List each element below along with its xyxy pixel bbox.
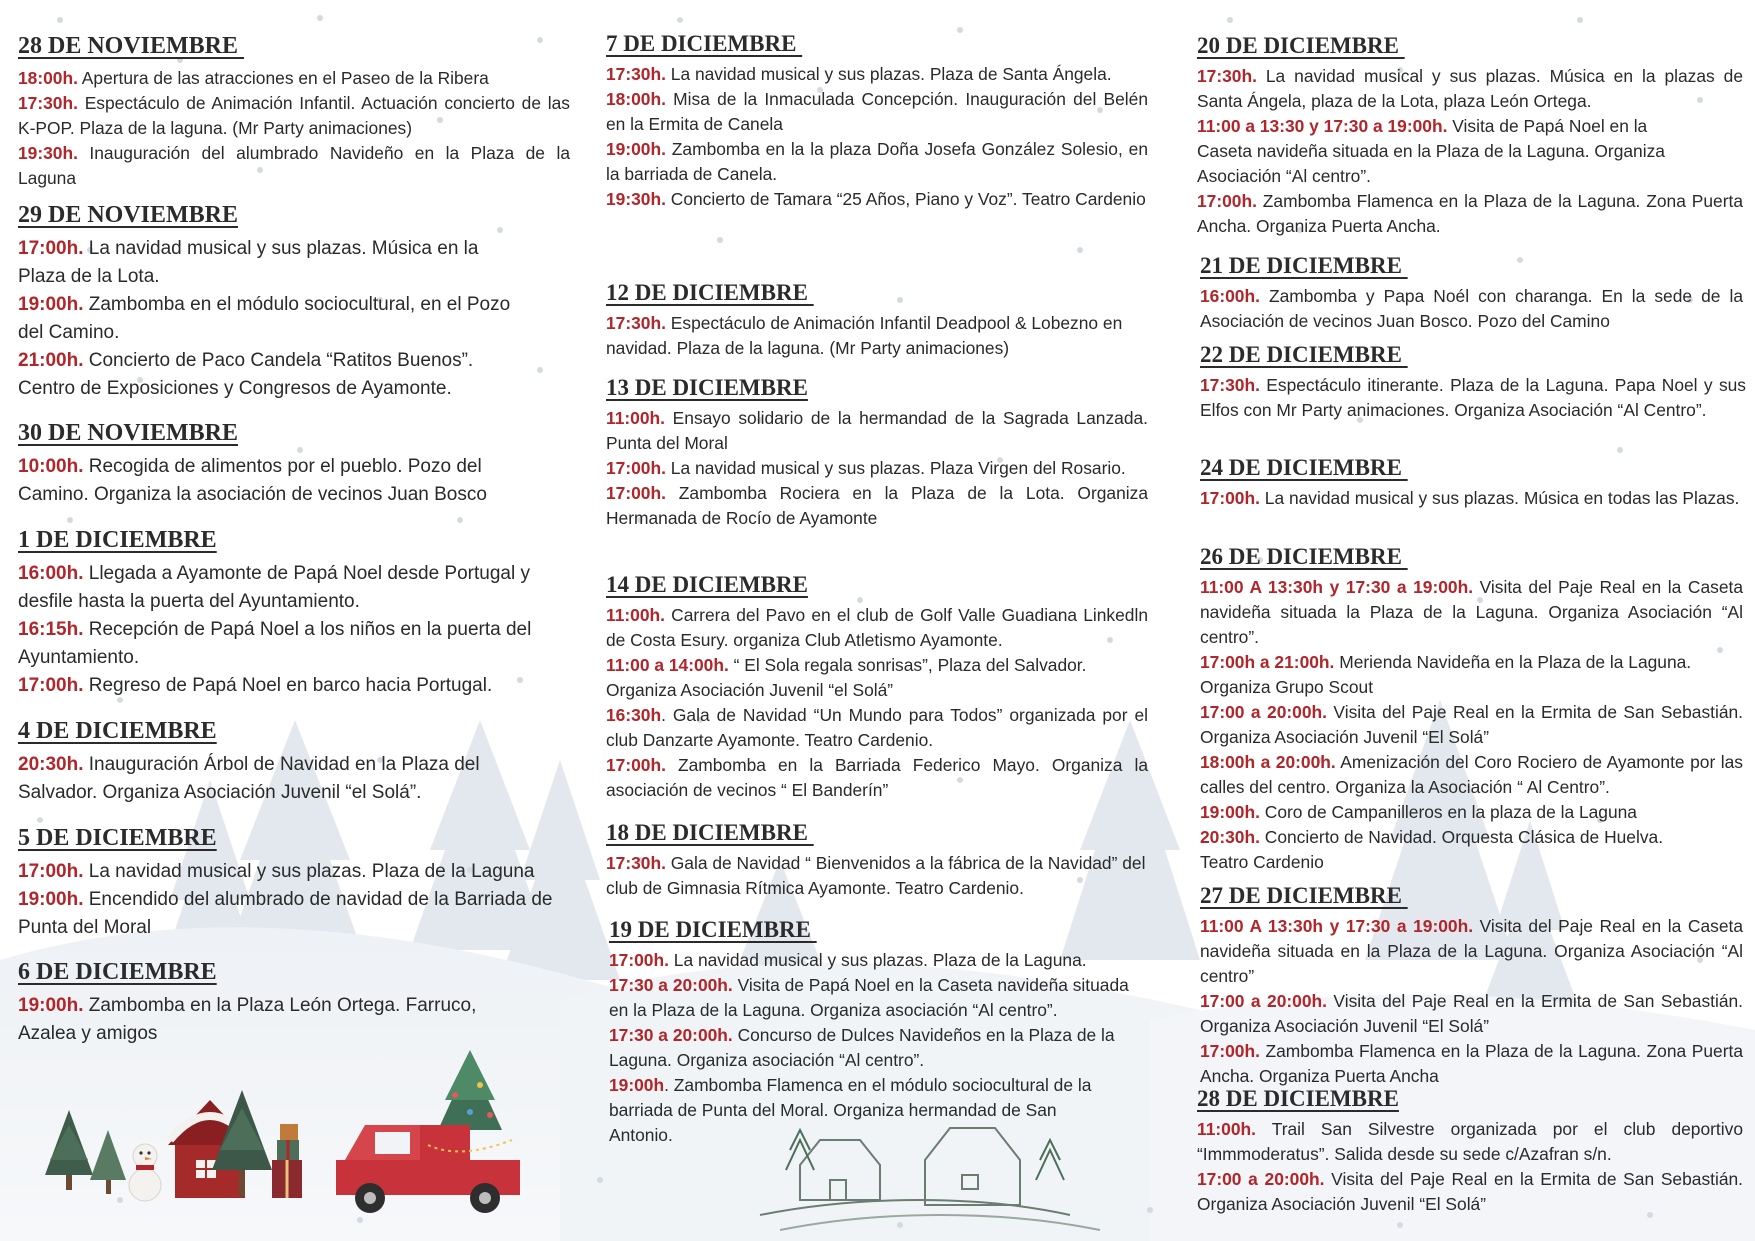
event-text: Gala de Navidad “ Bienvenidos a la fábrica de la Navidad” del club de Gimnasia Rítmica Ayamonte. Teatro Cardenio. bbox=[606, 853, 1146, 898]
event-time: 17:00h. bbox=[606, 458, 666, 478]
day-heading: 28 DE DICIEMBRE bbox=[1197, 1086, 1399, 1111]
event-item bbox=[18, 453, 518, 509]
event-item bbox=[18, 91, 570, 141]
event-text: Espectáculo itinerante. Plaza de la Laguna. Papa Noel y sus Elfos con Mr Party animaciones. Organiza Asociación “Al Centro”. bbox=[1200, 375, 1746, 420]
event-item bbox=[1200, 800, 1743, 825]
event-item bbox=[606, 62, 1148, 87]
event-time: 18:00h. bbox=[606, 89, 666, 109]
event-text: Concierto de Tamara “25 Años, Piano y Voz”. Teatro Cardenio bbox=[665, 189, 1146, 209]
event-item bbox=[1200, 825, 1700, 875]
day-section bbox=[18, 33, 570, 191]
event-time: 11:00 a 14:00h. bbox=[606, 655, 729, 675]
event-time: 19:00h. bbox=[606, 139, 666, 159]
event-item bbox=[606, 481, 1148, 531]
event-item bbox=[1200, 700, 1743, 750]
event-time: 11:00h. bbox=[1197, 1119, 1256, 1139]
day-heading: 22 DE DICIEMBRE bbox=[1200, 342, 1408, 367]
day-section bbox=[1200, 544, 1743, 875]
event-time: 20:30h. bbox=[18, 754, 84, 775]
day-section bbox=[606, 31, 1148, 212]
event-time: 19:00h. bbox=[18, 995, 84, 1016]
day-heading: 19 DE DICIEMBRE bbox=[609, 917, 817, 942]
event-text: Merienda Navideña en la Plaza de la Laguna. Organiza Grupo Scout bbox=[1200, 652, 1692, 697]
day-section bbox=[18, 959, 518, 1048]
event-text: Recepción de Papá Noel a los niños en la puerta del Ayuntamiento. bbox=[18, 619, 532, 668]
day-heading: 13 DE DICIEMBRE bbox=[606, 375, 808, 400]
event-text: La navidad musical y sus plazas. Plaza de la Laguna bbox=[83, 861, 535, 882]
day-heading: 27 DE DICIEMBRE bbox=[1200, 883, 1408, 908]
day-heading: 7 DE DICIEMBRE bbox=[606, 31, 803, 56]
event-item bbox=[1197, 1117, 1743, 1167]
event-time: 17:00h. bbox=[18, 238, 84, 259]
event-item bbox=[606, 406, 1148, 456]
event-text: La navidad musical y sus plazas. Plaza de Santa Ángela. bbox=[665, 64, 1112, 84]
event-text: Visita del Paje Real en la Caseta navideña situada la Plaza de la Laguna. Organiza Asociación “Al centro”. bbox=[1200, 577, 1743, 647]
event-text: Concierto de Navidad. Orquesta Clásica de Huelva. Teatro Cardenio bbox=[1200, 827, 1664, 872]
day-section bbox=[606, 280, 1148, 361]
event-time: 17:00 a 20:00h. bbox=[1200, 991, 1327, 1011]
event-text: La navidad musical y sus plazas. Música en la Plaza de la Lota. bbox=[18, 238, 479, 287]
event-text: La navidad musical y sus plazas. Música en todas las Plazas. bbox=[1259, 488, 1740, 508]
day-heading: 20 DE DICIEMBRE bbox=[1197, 33, 1405, 58]
event-time: 17:00h. bbox=[18, 861, 84, 882]
event-time: 19:00h bbox=[609, 1075, 665, 1095]
event-text: Concierto de Paco Candela “Ratitos Buenos”. Centro de Exposiciones y Congresos de Ayamonte. bbox=[18, 350, 474, 399]
day-heading: 18 DE DICIEMBRE bbox=[606, 820, 814, 845]
event-time: 11:00 A 13:30h y 17:30 a 19:00h. bbox=[1200, 577, 1474, 597]
event-text: La navidad musical y sus plazas. Plaza Virgen del Rosario. bbox=[665, 458, 1126, 478]
event-text: La navidad musical y sus plazas. Plaza de la Laguna. bbox=[668, 950, 1087, 970]
event-item bbox=[1197, 114, 1707, 189]
event-item bbox=[18, 66, 570, 91]
event-text: Zambomba en la la plaza Doña Josefa González Solesio, en la barriada de Canela. bbox=[606, 139, 1148, 184]
event-text: Misa de la Inmaculada Concepción. Inauguración del Belén en la Ermita de Canela bbox=[606, 89, 1148, 134]
event-text: Regreso de Papá Noel en barco hacia Portugal. bbox=[83, 675, 493, 696]
event-item bbox=[18, 560, 548, 616]
day-section bbox=[606, 375, 1148, 531]
event-time: 18:00h. bbox=[18, 68, 78, 88]
event-text: Espectáculo de Animación Infantil Deadpool & Lobezno en navidad. Plaza de la laguna. (Mr Party animaciones) bbox=[606, 313, 1123, 358]
event-item bbox=[1200, 373, 1746, 423]
event-time: 11:00h. bbox=[606, 408, 665, 428]
day-section bbox=[606, 572, 1148, 803]
event-text: Visita del Paje Real en la Ermita de San Sebastián. Organiza Asociación Juvenil “El Solá” bbox=[1200, 702, 1744, 747]
event-text: Visita de Papá Noel en la Caseta navideña situada en la Plaza de la Laguna. Organiza asociación “Al centro”. bbox=[609, 975, 1129, 1020]
event-time: 11:00h. bbox=[606, 605, 665, 625]
event-time: 11:00 a 13:30 y 17:30 a 19:00h. bbox=[1197, 116, 1448, 136]
event-text: Llegada a Ayamonte de Papá Noel desde Portugal y desfile hasta la puerta del Ayuntamiento. bbox=[18, 563, 530, 612]
event-item bbox=[18, 235, 518, 291]
event-item bbox=[1197, 64, 1743, 114]
event-item bbox=[1197, 189, 1743, 239]
event-item bbox=[609, 973, 1151, 1023]
event-text: Visita de Papá Noel en la Caseta navideña situada en la Plaza de la Laguna. Organiza Asociación “Al centro”. bbox=[1197, 116, 1665, 186]
day-heading: 24 DE DICIEMBRE bbox=[1200, 455, 1408, 480]
event-time: 17:00h. bbox=[609, 950, 669, 970]
event-text: Zambomba Flamenca en la Plaza de la Laguna. Zona Puerta Ancha. Organiza Puerta Ancha. bbox=[1197, 191, 1743, 236]
event-time: 16:00h. bbox=[1200, 286, 1260, 306]
event-text: “ El Sola regala sonrisas”, Plaza del Salvador. Organiza Asociación Juvenil “el Solá” bbox=[606, 655, 1087, 700]
event-time: 17:30h. bbox=[18, 93, 78, 113]
event-time: 17:00 a 20:00h. bbox=[1200, 702, 1327, 722]
event-item bbox=[18, 291, 518, 347]
day-section bbox=[1197, 33, 1743, 239]
day-heading: 30 DE NOVIEMBRE bbox=[18, 420, 239, 446]
event-text: Zambomba Rociera en la Plaza de la Lota. Organiza Hermanada de Rocío de Ayamonte bbox=[606, 483, 1148, 528]
event-time: 17:00h a 21:00h. bbox=[1200, 652, 1335, 672]
event-text: Carrera del Pavo en el club de Golf Valle Guadiana Linkedln de Costa Esury. organiza Club Atletismo Ayamonte. bbox=[606, 605, 1148, 650]
event-text: Encendido del alumbrado de navidad de la Barriada de Punta del Moral bbox=[18, 889, 553, 938]
event-time: 19:30h. bbox=[606, 189, 666, 209]
event-item bbox=[609, 1023, 1151, 1073]
day-section bbox=[18, 420, 518, 509]
event-text: La navidad musical y sus plazas. Música en la plazas de Santa Ángela, plaza de la Lota, plaza León Ortega. bbox=[1197, 66, 1743, 111]
event-item bbox=[1200, 1039, 1743, 1089]
day-heading: 21 DE DICIEMBRE bbox=[1200, 253, 1408, 278]
event-text: Visita del Paje Real en la Ermita de San Sebastián. Organiza Asociación Juvenil “El Solá” bbox=[1200, 991, 1744, 1036]
day-heading: 14 DE DICIEMBRE bbox=[606, 572, 808, 597]
event-item bbox=[18, 347, 518, 403]
event-time: 17:00h. bbox=[1200, 488, 1260, 508]
event-item bbox=[1200, 650, 1743, 700]
event-time: 17:30h. bbox=[1197, 66, 1257, 86]
event-time: 20:30h. bbox=[1200, 827, 1260, 847]
event-item bbox=[609, 948, 1151, 973]
event-text: Coro de Campanilleros en la plaza de la Laguna bbox=[1259, 802, 1637, 822]
event-text: Ensayo solidario de la hermandad de la Sagrada Lanzada. Punta del Moral bbox=[606, 408, 1148, 453]
event-text: Zambomba en la Plaza León Ortega. Farruco, Azalea y amigos bbox=[18, 995, 477, 1044]
event-text: Zambomba y Papa Noél con charanga. En la sede de la Asociación de vecinos Juan Bosco. Pozo del Camino bbox=[1200, 286, 1743, 331]
day-section bbox=[1200, 455, 1743, 511]
day-heading: 29 DE NOVIEMBRE bbox=[18, 202, 239, 228]
event-time: 16:30h bbox=[606, 705, 662, 725]
event-text: . Zambomba Flamenca en el módulo sociocultural de la barriada de Punta del Moral. Organiza hermandad de San Antonio. bbox=[609, 1075, 1092, 1145]
event-time: 17:30h. bbox=[606, 64, 666, 84]
event-time: 21:00h. bbox=[18, 350, 84, 371]
event-time: 17:00h. bbox=[606, 755, 666, 775]
event-item bbox=[18, 992, 518, 1048]
event-item bbox=[606, 137, 1148, 187]
event-text: Inauguración del alumbrado Navideño en la Plaza de la Laguna bbox=[18, 143, 570, 188]
event-item bbox=[606, 456, 1148, 481]
day-heading: 12 DE DICIEMBRE bbox=[606, 280, 814, 305]
day-section bbox=[609, 917, 1151, 1148]
event-item bbox=[18, 858, 570, 886]
event-time: 19:00h. bbox=[18, 294, 84, 315]
event-text: Zambomba en la Barriada Federico Mayo. Organiza la asociación de vecinos “ El Banderín” bbox=[606, 755, 1148, 800]
day-section bbox=[18, 825, 570, 942]
event-item bbox=[18, 141, 570, 191]
day-heading: 28 DE NOVIEMBRE bbox=[18, 33, 245, 59]
day-section bbox=[1197, 1086, 1743, 1217]
day-section bbox=[606, 820, 1148, 901]
event-item bbox=[606, 703, 1148, 753]
event-item bbox=[1200, 575, 1743, 650]
event-text: Concurso de Dulces Navideños en la Plaza de la Laguna. Organiza asociación “Al centro”. bbox=[609, 1025, 1115, 1070]
day-heading: 1 DE DICIEMBRE bbox=[18, 527, 217, 553]
event-time: 10:00h. bbox=[18, 456, 84, 477]
event-item bbox=[1200, 486, 1743, 511]
event-time: 11:00 A 13:30h y 17:30 a 19:00h. bbox=[1200, 916, 1474, 936]
event-item bbox=[606, 87, 1148, 137]
event-time: 17:30h. bbox=[1200, 375, 1260, 395]
event-item bbox=[606, 311, 1148, 361]
event-text: Visita del Paje Real en la Ermita de San Sebastián. Organiza Asociación Juvenil “El Solá” bbox=[1197, 1169, 1744, 1214]
day-section bbox=[1200, 883, 1743, 1089]
day-heading: 4 DE DICIEMBRE bbox=[18, 718, 217, 744]
day-section bbox=[18, 527, 548, 700]
day-section bbox=[1200, 342, 1746, 423]
event-time: 18:00h a 20:00h. bbox=[1200, 752, 1336, 772]
day-heading: 26 DE DICIEMBRE bbox=[1200, 544, 1408, 569]
event-text: Zambomba en el módulo sociocultural, en el Pozo del Camino. bbox=[18, 294, 511, 343]
event-text: Recogida de alimentos por el pueblo. Pozo del Camino. Organiza la asociación de vecinos Juan Bosco bbox=[18, 456, 487, 505]
day-section bbox=[18, 718, 518, 807]
event-time: 19:00h. bbox=[18, 889, 84, 910]
event-text: Inauguración Árbol de Navidad en la Plaza del Salvador. Organiza Asociación Juvenil “el Solá”. bbox=[18, 754, 480, 803]
event-time: 17:00h. bbox=[606, 483, 666, 503]
event-item bbox=[1197, 1167, 1743, 1217]
day-section bbox=[1200, 253, 1743, 334]
event-time: 16:00h. bbox=[18, 563, 84, 584]
event-time: 19:30h. bbox=[18, 143, 78, 163]
event-text: . Gala de Navidad “Un Mundo para Todos” organizada por el club Danzarte Ayamonte. Teatro Cardenio. bbox=[606, 705, 1148, 750]
event-time: 19:00h. bbox=[1200, 802, 1260, 822]
event-item bbox=[606, 603, 1148, 653]
event-item bbox=[606, 753, 1148, 803]
event-item bbox=[1200, 914, 1743, 989]
event-text: Espectáculo de Animación Infantil. Actuación concierto de las K-POP. Plaza de la laguna. (Mr Party animaciones) bbox=[18, 93, 570, 138]
day-section bbox=[18, 202, 518, 403]
day-heading: 6 DE DICIEMBRE bbox=[18, 959, 217, 985]
event-text: Zambomba Flamenca en la Plaza de la Laguna. Zona Puerta Ancha. Organiza Puerta Ancha bbox=[1200, 1041, 1743, 1086]
event-time: 17:30 a 20:00h. bbox=[609, 975, 733, 995]
event-item bbox=[606, 653, 1148, 703]
event-text: Amenización del Coro Rociero de Ayamonte por las calles del centro. Organiza la Asociación “ Al Centro”. bbox=[1200, 752, 1743, 797]
event-time: 17:00 a 20:00h. bbox=[1197, 1169, 1325, 1189]
day-heading: 5 DE DICIEMBRE bbox=[18, 825, 217, 851]
event-time: 17:00h. bbox=[1200, 1041, 1260, 1061]
event-time: 16:15h. bbox=[18, 619, 84, 640]
event-time: 17:00h. bbox=[18, 675, 84, 696]
event-text: Apertura de las atracciones en el Paseo de la Ribera bbox=[77, 68, 489, 88]
event-item bbox=[18, 672, 548, 700]
event-time: 17:00h. bbox=[1197, 191, 1257, 211]
event-item bbox=[18, 751, 518, 807]
event-time: 17:30h. bbox=[606, 313, 666, 333]
event-item bbox=[1200, 989, 1743, 1039]
event-item bbox=[18, 616, 548, 672]
event-text: Visita del Paje Real en la Caseta navideña situada en la Plaza de la Laguna. Organiza Asociación “Al centro” bbox=[1200, 916, 1743, 986]
event-item bbox=[1200, 284, 1743, 334]
event-item bbox=[606, 187, 1148, 212]
event-time: 17:30h. bbox=[606, 853, 666, 873]
event-item bbox=[18, 886, 570, 942]
event-item bbox=[606, 851, 1148, 901]
event-item bbox=[1200, 750, 1743, 800]
event-text: Trail San Silvestre organizada por el club deportivo “Immmoderatus”. Salida desde su sede c/Azafran s/n. bbox=[1197, 1119, 1743, 1164]
event-time: 17:30 a 20:00h. bbox=[609, 1025, 733, 1045]
event-item bbox=[609, 1073, 1094, 1148]
